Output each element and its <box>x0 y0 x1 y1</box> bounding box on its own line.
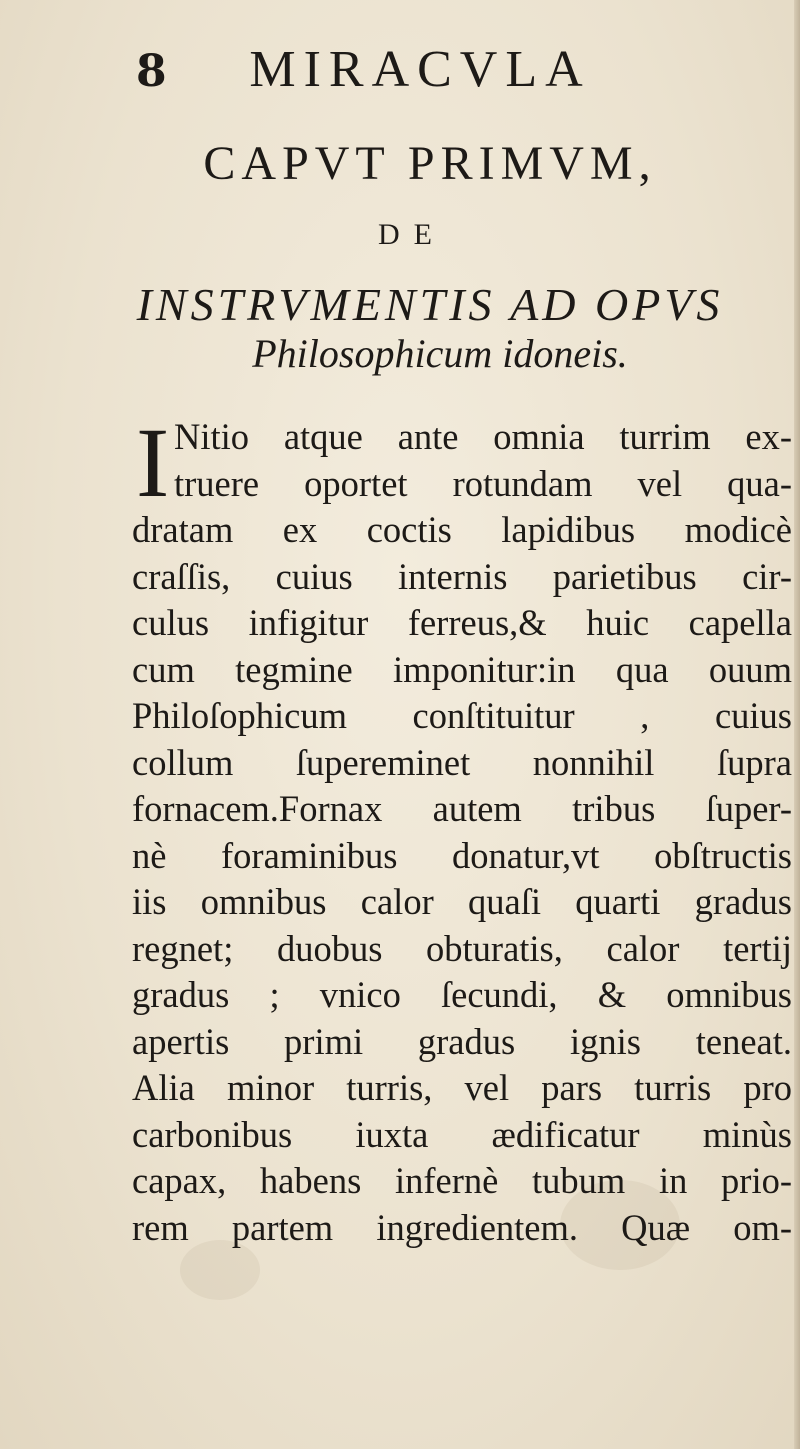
text-line: capax, habens infernè tubum in prio- <box>132 1160 792 1201</box>
text-line: Philoſophicum conſtituitur , cuius <box>132 695 792 736</box>
text-line: cum tegmine imponitur:in qua ouum <box>132 648 792 690</box>
running-head: MIRACVLA <box>249 41 591 98</box>
text-line: Nitio atque ante omnia turrim ex- <box>174 416 792 457</box>
text-line: gradus ; vnico ſecundi, & omnibus <box>132 974 792 1015</box>
text-line: rem partem ingredientem. Quæ om- <box>132 1206 792 1248</box>
text-line: iis omnibus calor quaſi quarti gradus <box>132 881 792 922</box>
body-paragraph <box>132 407 792 1251</box>
text-line: Alia minor turris, vel pars turris pro <box>132 1067 792 1108</box>
drop-cap: I <box>136 407 170 518</box>
text-line: apertis primi gradus ignis teneat. <box>132 1020 792 1062</box>
text-line: truere oportet rotundam vel qua- <box>174 462 792 504</box>
text-line: nè foraminibus donatur,vt obſtructis <box>132 834 792 876</box>
text-line: collum ſupereminet nonnihil ſupra <box>132 741 792 783</box>
text-line: dratam ex coctis lapidibus modicè <box>132 509 792 550</box>
chapter-subtitle-continued: Philosophicum idoneis. <box>252 331 628 376</box>
text-line: regnet; duobus obturatis, calor tertij <box>132 927 792 969</box>
chapter-subtitle: INSTRVMENTIS AD OPVS <box>136 279 724 330</box>
text-line: carbonibus iuxta ædificatur minùs <box>132 1113 792 1155</box>
text-line: craſſis, cuius internis parietibus cir- <box>132 555 792 597</box>
chapter-title: CAPVT PRIMVM, <box>203 137 657 190</box>
text-line: culus infigitur ferreus,& huic capella <box>132 602 792 643</box>
page-number: 8 <box>136 46 167 97</box>
text-line: fornacem.Fornax autem tribus ſuper- <box>132 788 792 829</box>
chapter-de: DE <box>378 218 446 251</box>
